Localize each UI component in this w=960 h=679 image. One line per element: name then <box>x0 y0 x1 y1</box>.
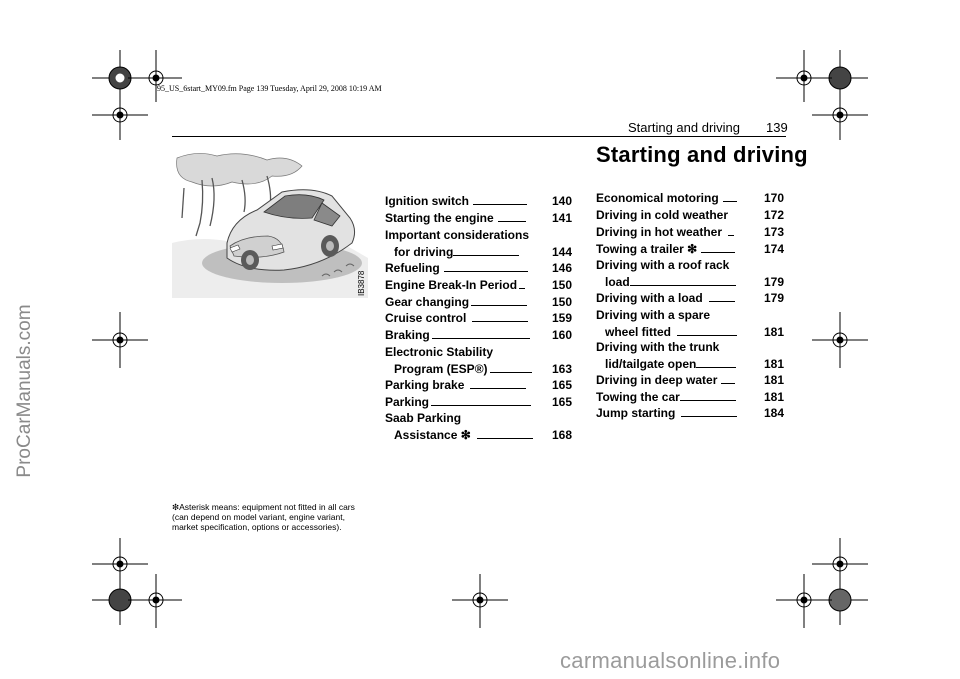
toc-entry-label-cont: lid/tailgate open <box>605 356 697 371</box>
toc-entry-page: 168 <box>551 427 572 442</box>
toc-entry-page: 141 <box>551 211 572 225</box>
toc-entry-label: Parking <box>385 395 430 409</box>
toc-entry-page: 165 <box>551 378 572 392</box>
toc-entry-label: Driving with a load <box>596 291 703 305</box>
toc-entry[interactable] <box>596 190 784 207</box>
toc-entry-page: 174 <box>763 242 784 256</box>
file-info: 95_US_6start_MY09.fm Page 139 Tuesday, April 29, 2008 10:19 AM <box>157 84 382 93</box>
toc-entry-label: Braking <box>385 328 430 342</box>
side-watermark-text: ProCarManuals.com <box>14 304 35 478</box>
toc-entry-label: Engine Break-In Period <box>385 278 518 292</box>
toc-entry-label: Cruise control <box>385 311 467 325</box>
toc-entry-page: 150 <box>551 295 572 309</box>
toc-entry[interactable] <box>596 224 784 241</box>
toc-entry-label: Important considerations <box>385 228 530 242</box>
toc-entry-page: 179 <box>763 291 784 305</box>
toc-entry-page: 181 <box>763 324 784 339</box>
toc-entry-page: 181 <box>763 390 784 404</box>
toc-entry-page: 172 <box>763 208 784 222</box>
toc-entry-page: 160 <box>551 328 572 342</box>
toc-entry[interactable] <box>385 377 572 394</box>
toc-entry[interactable] <box>596 389 784 406</box>
toc-entry[interactable] <box>596 257 784 290</box>
toc-entry[interactable] <box>596 307 784 340</box>
toc-entry-label-cont: wheel fitted <box>605 324 672 339</box>
toc-entry-label: Driving in cold weather <box>596 208 729 222</box>
page-title: Starting and driving <box>596 142 808 167</box>
toc-entry-page: 165 <box>551 395 572 409</box>
toc-entry-page: 179 <box>763 274 784 289</box>
section-title: Starting and driving <box>628 120 741 135</box>
toc-entry-label: Parking brake <box>385 378 465 392</box>
bottom-watermark: carmanualsonline.info <box>560 648 781 673</box>
toc-entry-label: Economical motoring <box>596 191 719 205</box>
toc-entry[interactable] <box>385 210 572 227</box>
toc-entry-page: 181 <box>763 373 784 387</box>
toc-entry-page: 181 <box>763 356 784 371</box>
toc-entry[interactable] <box>596 405 784 422</box>
toc-entry[interactable] <box>385 327 572 344</box>
toc-entry-page: 173 <box>763 225 784 239</box>
toc-entry[interactable] <box>385 277 572 294</box>
toc-entry-page: 184 <box>763 406 784 420</box>
toc-entry-label: Starting the engine <box>385 211 494 225</box>
toc-entry[interactable] <box>385 344 572 377</box>
side-watermark <box>10 240 40 540</box>
toc-entry-label: Ignition switch <box>385 194 469 208</box>
toc-entry-page: 163 <box>551 361 572 376</box>
toc-entry-label: Electronic Stability <box>385 345 494 359</box>
header-rule <box>172 136 786 137</box>
toc-entry-label: Saab Parking <box>385 411 462 425</box>
toc-entry-label: Towing a trailer ❇ <box>596 242 698 256</box>
toc-entry-label: Driving with the trunk <box>596 340 720 354</box>
toc-entry[interactable] <box>596 207 784 224</box>
toc-entry-label: Driving with a spare <box>596 308 711 322</box>
toc-entry-label-cont: Program (ESP®) <box>394 361 488 376</box>
toc-entry-label: Driving in hot weather <box>596 225 723 239</box>
toc-entry[interactable] <box>596 241 784 258</box>
toc-entry-label: Driving with a roof rack <box>596 258 730 272</box>
toc-entry-label: Driving in deep water <box>596 373 718 387</box>
toc-entry[interactable] <box>385 310 572 327</box>
asterisk-footnote: ❇Asterisk means: equipment not fitted in all cars (can depend on model variant, engine variant, market specification, options or accessories). <box>172 502 355 532</box>
toc-entry[interactable] <box>385 193 572 210</box>
toc-entry-label-cont: load <box>605 274 630 289</box>
car-illustration <box>172 148 368 298</box>
toc-entry-label: Towing the car <box>596 390 680 404</box>
toc-entry-page: 159 <box>551 311 572 325</box>
toc-entry[interactable] <box>596 372 784 389</box>
toc-entry-label: Jump starting <box>596 406 676 420</box>
toc-entry-page: 170 <box>763 191 784 205</box>
toc-entry-label: Refueling <box>385 261 440 275</box>
toc-entry-label-cont: Assistance ❇ <box>394 427 471 442</box>
toc-entry[interactable] <box>385 394 572 411</box>
toc-entry-page: 150 <box>551 278 572 292</box>
toc-entry-page: 146 <box>551 261 572 275</box>
toc-entry-page: 144 <box>551 244 572 259</box>
toc-entry[interactable] <box>596 290 784 307</box>
toc-entry-label-cont: for driving <box>394 244 454 259</box>
toc-entry[interactable] <box>385 410 572 443</box>
toc-entry[interactable] <box>385 294 572 311</box>
page-number: 139 <box>766 120 788 135</box>
toc-entry-page: 140 <box>551 194 572 208</box>
figure-label: IB3878 <box>357 270 366 296</box>
toc-entry[interactable] <box>385 260 572 277</box>
toc-entry-label: Gear changing <box>385 295 470 309</box>
toc-entry[interactable] <box>596 339 784 372</box>
toc-entry[interactable] <box>385 227 572 260</box>
